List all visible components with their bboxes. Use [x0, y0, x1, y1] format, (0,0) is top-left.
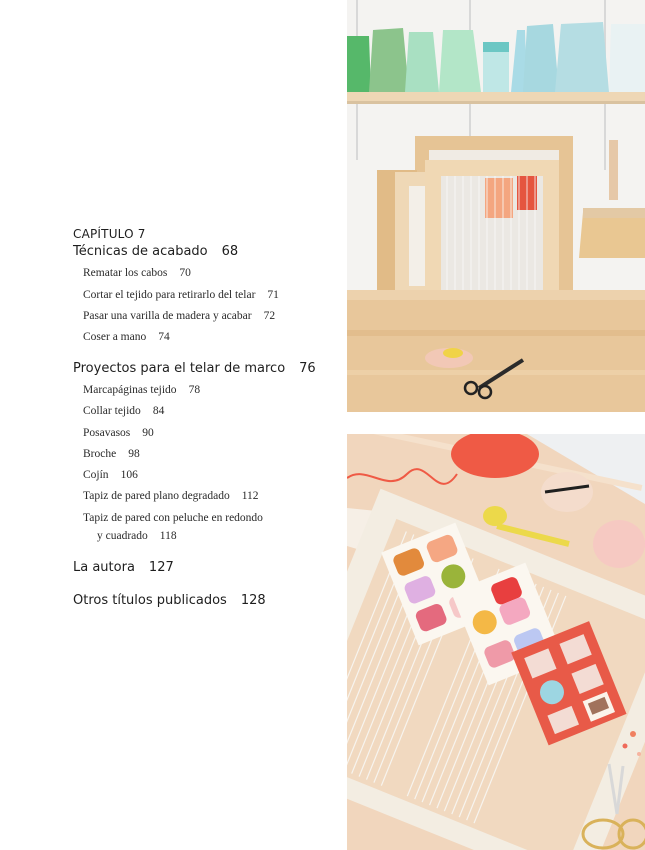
entry-title: Posavasos	[83, 427, 131, 439]
toc-entry[interactable]	[83, 469, 138, 481]
page-number: 72	[263, 310, 276, 322]
entry-title: Tapiz de pared con peluche en redondo	[83, 512, 263, 524]
section-title: Técnicas de acabado	[73, 244, 208, 259]
page-number: 70	[179, 267, 191, 279]
section-title: Otros títulos publicados	[73, 593, 227, 608]
page-number: 76	[299, 361, 316, 376]
page-number: 98	[128, 448, 140, 460]
page-number: 68	[221, 244, 239, 259]
toc-section[interactable]	[73, 244, 238, 259]
toc-entry[interactable]	[83, 448, 140, 460]
photo-yarn-shelf-and-looms	[347, 0, 645, 412]
toc-entry[interactable]	[83, 405, 164, 417]
entry-title: Collar tejido	[83, 405, 141, 417]
toc-entry[interactable]	[83, 427, 154, 439]
page-number: 90	[142, 427, 154, 439]
page-number: 71	[267, 289, 279, 301]
photo-illustration	[347, 434, 645, 850]
page-number: 127	[148, 560, 174, 575]
toc-entry[interactable]	[83, 490, 259, 502]
entry-title: Coser a mano	[83, 331, 147, 343]
page-number: 78	[188, 384, 201, 396]
toc-section[interactable]	[73, 361, 316, 376]
page-number: 84	[152, 405, 165, 417]
entry-title: Tapiz de pared plano degradado	[83, 490, 230, 502]
chapter-label: CAPÍTULO 7	[73, 227, 146, 241]
photo-illustration	[347, 0, 645, 412]
entry-title: Cojín	[83, 469, 109, 481]
toc-entry[interactable]	[83, 512, 263, 524]
toc-entry[interactable]	[83, 267, 191, 279]
toc-entry[interactable]	[83, 289, 279, 301]
page-number: 112	[241, 490, 259, 502]
entry-title: Broche	[83, 448, 117, 460]
page-number: 118	[159, 530, 177, 542]
toc-entry[interactable]	[83, 384, 200, 396]
toc-section[interactable]	[73, 560, 174, 575]
entry-title: Pasar una varilla de madera y acabar	[83, 310, 252, 322]
toc-section[interactable]	[73, 593, 266, 608]
toc-entry[interactable]	[83, 310, 275, 322]
toc-entry[interactable]	[83, 331, 170, 343]
section-title: Proyectos para el telar de marco	[73, 361, 286, 376]
photo-loom-weaving-samples	[347, 434, 645, 850]
page-number: 74	[158, 331, 170, 343]
entry-title: Rematar los cabos	[83, 267, 168, 279]
section-title: La autora	[73, 560, 135, 575]
page-number: 128	[240, 593, 266, 608]
entry-title: Marcapáginas tejido	[83, 384, 177, 396]
entry-title: y cuadrado	[97, 530, 148, 542]
entry-title: Cortar el tejido para retirarlo del telar	[83, 289, 256, 301]
page-number: 106	[120, 469, 138, 481]
toc-entry-continuation[interactable]	[97, 530, 177, 542]
